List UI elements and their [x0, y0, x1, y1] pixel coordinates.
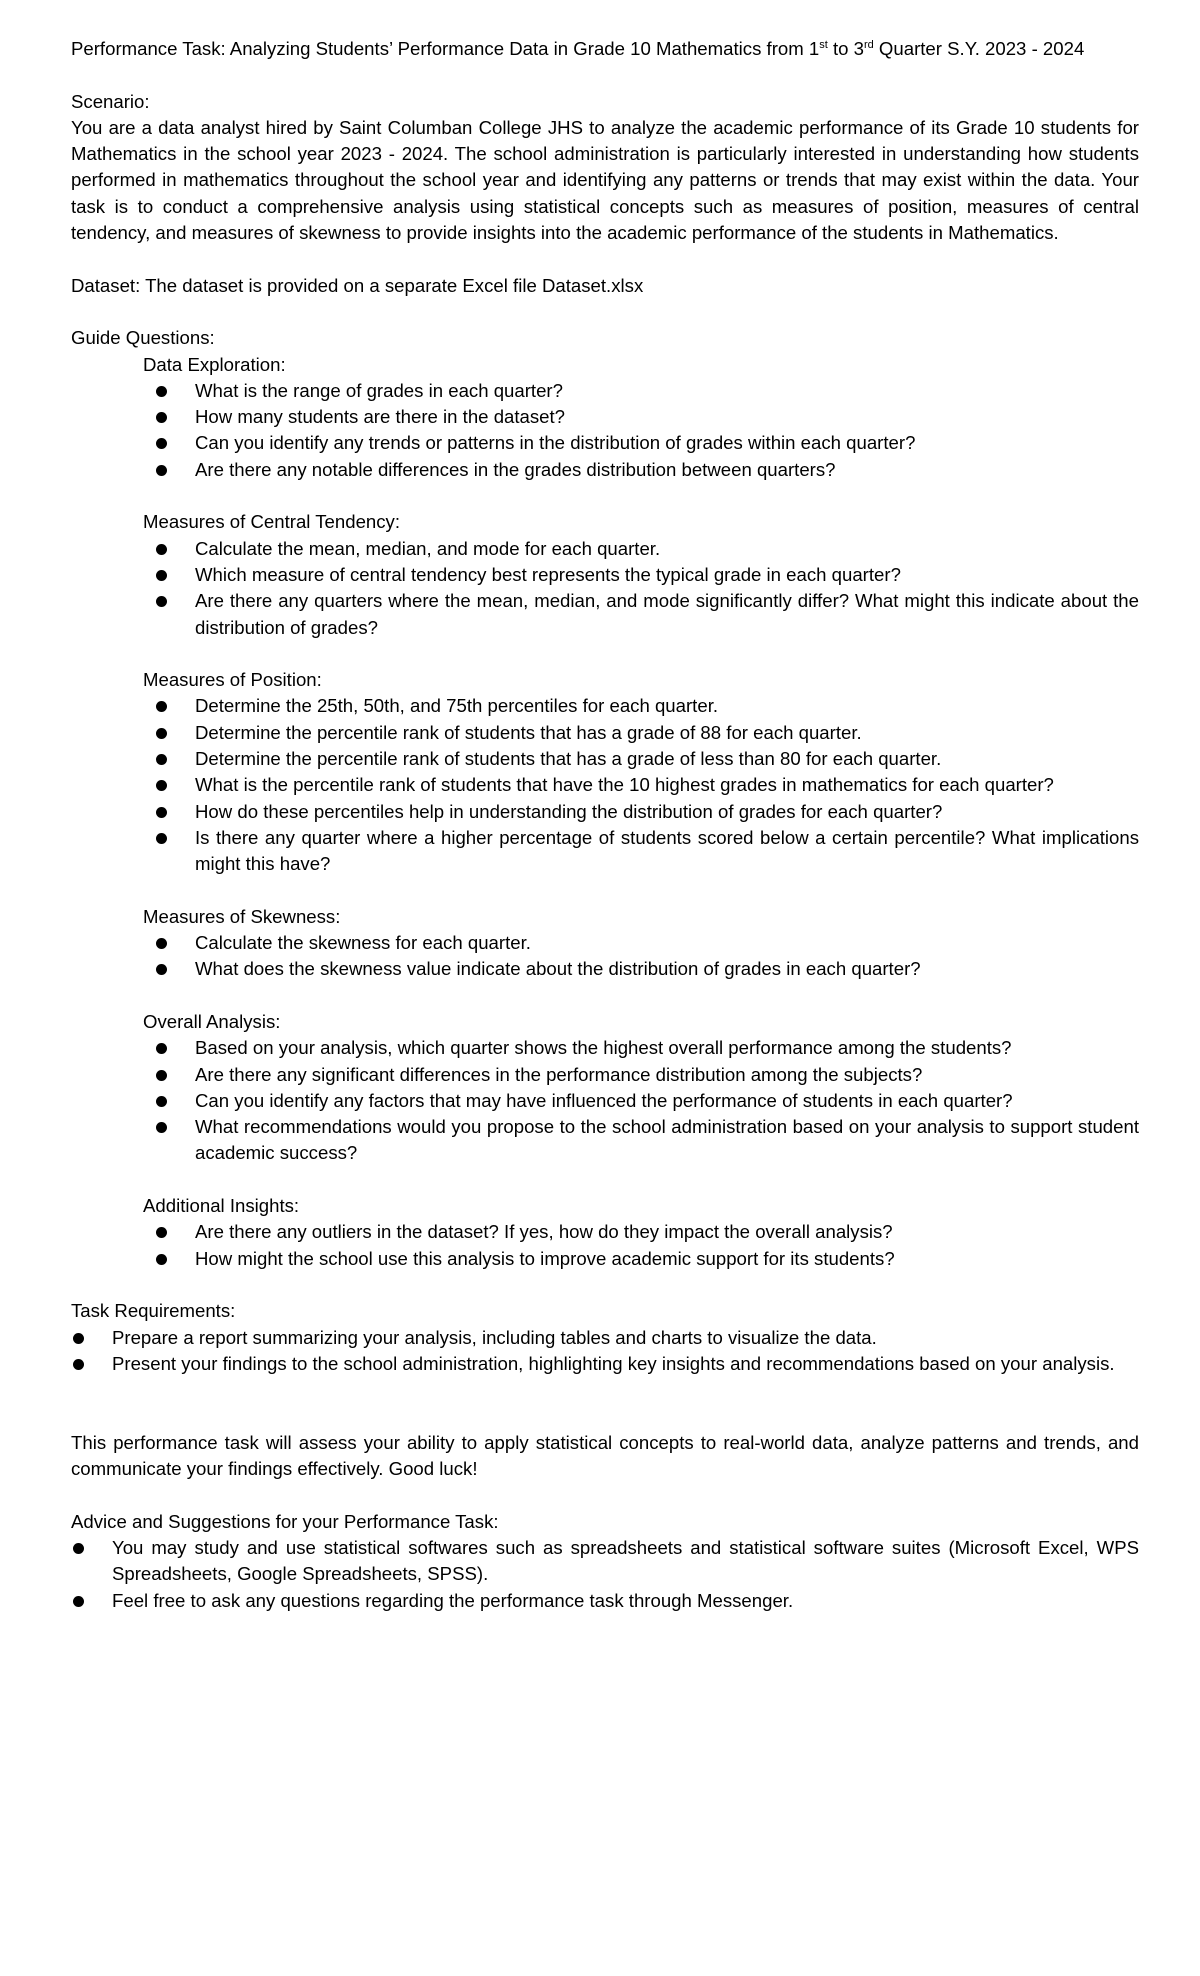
guide-questions-heading: Guide Questions:	[71, 327, 215, 349]
bullet-icon	[156, 1254, 167, 1265]
list-item: What is the percentile rank of students that have the 10 highest grades in mathematics for each quarter?	[143, 772, 1139, 798]
section-heading: Additional Insights:	[143, 1195, 300, 1217]
section-data-exploration	[71, 352, 1139, 483]
bullet-icon	[156, 544, 167, 555]
bullet-icon	[156, 1227, 167, 1238]
list-item: How might the school use this analysis to improve academic support for its students?	[143, 1246, 1139, 1272]
list-item: Are there any quarters where the mean, median, and mode significantly differ? What might this indicate about the distribution of grades?	[143, 588, 1139, 641]
section-measures-of-position	[71, 667, 1139, 877]
list-item: Determine the percentile rank of students that has a grade of less than 80 for each quarter.	[143, 746, 1139, 772]
advice-heading: Advice and Suggestions for your Performance Task:	[71, 1510, 499, 1532]
list-item: Calculate the skewness for each quarter.	[143, 930, 1139, 956]
section-additional-insights	[71, 1193, 1139, 1272]
list-item: Present your findings to the school administration, highlighting key insights and recommendations based on your analysis.	[71, 1351, 1139, 1377]
list-item: Are there any outliers in the dataset? If yes, how do they impact the overall analysis?	[143, 1219, 1139, 1245]
dataset-line: Dataset: The dataset is provided on a separate Excel file Dataset.xlsx	[71, 274, 644, 296]
list-item: Can you identify any trends or patterns in the distribution of grades within each quarter?	[143, 430, 1139, 456]
bullet-icon	[156, 938, 167, 949]
bullet-icon	[156, 833, 167, 844]
section-heading: Overall Analysis:	[143, 1010, 281, 1032]
bullet-icon	[156, 701, 167, 712]
bullet-icon	[73, 1543, 84, 1554]
document-title: Performance Task: Analyzing Students’ Performance Data in Grade 10 Mathematics from 1st to 3rd Quarter S.Y. 2023 - 2024	[71, 38, 1085, 59]
list-item: What recommendations would you propose to the school administration based on your analysis to support student academic success?	[143, 1114, 1139, 1167]
list-item: Are there any significant differences in the performance distribution among the subjects?	[143, 1062, 1139, 1088]
bullet-icon	[156, 596, 167, 607]
bullet-icon	[156, 570, 167, 581]
section-heading: Measures of Position:	[143, 669, 322, 691]
section-measures-of-skewness	[71, 904, 1139, 983]
section-heading: Data Exploration:	[143, 353, 286, 375]
section-overall-analysis	[71, 1009, 1139, 1167]
bullet-icon	[156, 1122, 167, 1133]
bullet-icon	[156, 1070, 167, 1081]
bullet-icon	[156, 1096, 167, 1107]
scenario-heading: Scenario:	[71, 90, 150, 112]
bullet-icon	[156, 1043, 167, 1054]
list-item: You may study and use statistical softwares such as spreadsheets and statistical software suites (Microsoft Excel, WPS Spreadsheets, Google Spreadsheets, SPSS).	[71, 1535, 1139, 1588]
list-item: Feel free to ask any questions regarding the performance task through Messenger.	[71, 1588, 1139, 1614]
task-requirements-list	[71, 1325, 1139, 1378]
list-item: Which measure of central tendency best represents the typical grade in each quarter?	[143, 562, 1139, 588]
list-item: Can you identify any factors that may have influenced the performance of students in each quarter?	[143, 1088, 1139, 1114]
bullet-icon	[156, 386, 167, 397]
section-heading: Measures of Central Tendency:	[143, 511, 401, 533]
list-item: Based on your analysis, which quarter shows the highest overall performance among the students?	[143, 1035, 1139, 1061]
bullet-icon	[156, 807, 167, 818]
list-item: Determine the 25th, 50th, and 75th percentiles for each quarter.	[143, 693, 1139, 719]
bullet-icon	[156, 754, 167, 765]
bullet-icon	[73, 1333, 84, 1344]
list-item: What is the range of grades in each quarter?	[143, 378, 1139, 404]
bullet-icon	[156, 728, 167, 739]
section-central-tendency	[71, 509, 1139, 640]
section-heading: Measures of Skewness:	[143, 905, 341, 927]
list-item: How do these percentiles help in understanding the distribution of grades for each quarter?	[143, 799, 1139, 825]
bullet-icon	[73, 1359, 84, 1370]
scenario-body: You are a data analyst hired by Saint Columban College JHS to analyze the academic performance of its Grade 10 students for Mathematics in the school year 2023 - 2024. The school administration is particularly interested in understanding how students performed in mathematics throughout the school year and identifying any patterns or trends that may exist within the data. Your task is to conduct a comprehensive analysis using statistical concepts such as measures of position, measures of central tendency, and measures of skewness to provide insights into the academic performance of the students in Mathematics.	[71, 116, 1139, 244]
bullet-icon	[156, 964, 167, 975]
list-item: Prepare a report summarizing your analysis, including tables and charts to visualize the data.	[71, 1325, 1139, 1351]
document-content	[71, 36, 1139, 1614]
closing-paragraph: This performance task will assess your ability to apply statistical concepts to real-world data, analyze patterns and trends, and communicate your findings effectively. Good luck!	[71, 1431, 1139, 1480]
advice-list	[71, 1535, 1139, 1614]
list-item: How many students are there in the dataset?	[143, 404, 1139, 430]
list-item: What does the skewness value indicate about the distribution of grades in each quarter?	[143, 956, 1139, 982]
task-requirements-heading: Task Requirements:	[71, 1300, 236, 1322]
list-item: Are there any notable differences in the grades distribution between quarters?	[143, 457, 1139, 483]
list-item: Determine the percentile rank of students that has a grade of 88 for each quarter.	[143, 720, 1139, 746]
list-item: Calculate the mean, median, and mode for each quarter.	[143, 536, 1139, 562]
bullet-icon	[73, 1596, 84, 1607]
bullet-icon	[156, 780, 167, 791]
bullet-icon	[156, 438, 167, 449]
list-item: Is there any quarter where a higher percentage of students scored below a certain percentile? What implications might this have?	[143, 825, 1139, 878]
bullet-icon	[156, 412, 167, 423]
bullet-icon	[156, 465, 167, 476]
